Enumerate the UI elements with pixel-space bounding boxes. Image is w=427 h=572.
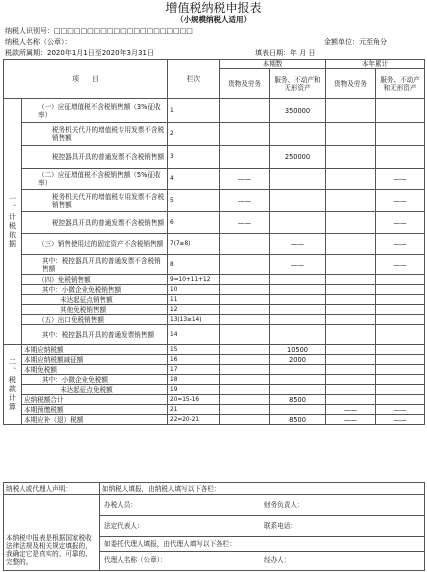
services-ytd-cell[interactable] — [376, 305, 425, 315]
goods-ytd-cell[interactable] — [326, 123, 376, 146]
goods-ytd-cell[interactable] — [326, 395, 376, 405]
row-line-number: 14 — [168, 325, 220, 345]
goods-current-cell[interactable] — [220, 325, 270, 345]
services-ytd-cell[interactable] — [376, 395, 425, 405]
table-row — [4, 99, 425, 123]
row-item-label: 税务机关代开的增值税专用发票不含税销售额 — [22, 190, 168, 212]
goods-current-cell[interactable]: —— — [220, 212, 270, 234]
current-period-header: 本期数 — [220, 60, 326, 69]
table-row — [4, 375, 425, 385]
services-current-cell[interactable]: 8500 — [270, 395, 326, 405]
goods-ytd-cell[interactable] — [326, 385, 376, 395]
declaration-label: 纳税人或代理人声明： — [4, 483, 100, 495]
services-current-cell[interactable] — [270, 275, 326, 285]
table-row — [4, 212, 425, 234]
services-ytd-cell[interactable]: —— — [376, 190, 425, 212]
services-ytd-cell[interactable] — [376, 355, 425, 365]
services-current-cell[interactable] — [270, 212, 326, 234]
row-line-number: 15 — [168, 345, 220, 355]
goods-current-cell[interactable]: —— — [220, 169, 270, 190]
row-item-label: （五）出口免税销售额 — [22, 315, 168, 325]
services-current-cell[interactable]: 250000 — [270, 146, 326, 169]
row-item-label: 其中：税控器具开具的普通发票销售额 — [22, 325, 168, 345]
services-ytd-cell[interactable] — [376, 365, 425, 375]
services-current-cell[interactable]: 10500 — [270, 345, 326, 355]
fill-date: 填表日期：年 月 日 — [255, 49, 316, 57]
goods-current-cell[interactable] — [220, 415, 270, 425]
table-row — [4, 325, 425, 345]
goods-ytd-cell[interactable] — [326, 315, 376, 325]
row-line-number: 3 — [168, 146, 220, 169]
services-ytd-cell[interactable]: —— — [376, 255, 425, 275]
services-current-cell[interactable] — [270, 285, 326, 295]
row-item-label: 税控器具开具的普通发票不含税销售额 — [22, 212, 168, 234]
goods-current-cell[interactable] — [220, 234, 270, 255]
table-row — [4, 146, 425, 169]
table-row — [4, 305, 425, 315]
services-ytd-cell[interactable] — [376, 375, 425, 385]
goods-current-cell[interactable] — [220, 305, 270, 315]
goods-ytd-cell[interactable] — [326, 365, 376, 375]
services-ip-header: 服务、不动产和无形资产 — [270, 69, 326, 99]
row-item-label: 其中：小微企业免税销售额 — [22, 285, 168, 295]
table-row — [4, 190, 425, 212]
row-line-number: 10 — [168, 285, 220, 295]
services-ytd-cell[interactable]: —— — [376, 169, 425, 190]
services-current-cell[interactable]: —— — [270, 255, 326, 275]
services-ytd-cell[interactable] — [376, 285, 425, 295]
services-ytd-cell[interactable] — [376, 275, 425, 285]
goods-current-cell[interactable] — [220, 255, 270, 275]
taxpayer-id-label: 纳税人识别号：□□□□□□□□□□□□□□□□□□□□□ — [5, 27, 193, 35]
services-current-cell[interactable] — [270, 315, 326, 325]
row-line-number: 13(13≥14) — [168, 315, 220, 325]
goods-ytd-cell[interactable] — [326, 345, 376, 355]
row-item-label: （二）应征增值税不含税销售额（5%征收率） — [22, 169, 168, 190]
row-item-label: （一）应征增值税不含税销售额（3%征收率） — [22, 99, 168, 123]
row-line-number: 9=10+11+12 — [168, 275, 220, 285]
goods-current-cell[interactable] — [220, 385, 270, 395]
row-item-label: 未达起征点免税额 — [22, 385, 168, 395]
row-item-label: 本期应纳税额 — [22, 345, 168, 355]
goods-current-cell[interactable] — [220, 123, 270, 146]
row-line-number: 18 — [168, 375, 220, 385]
table-row — [4, 365, 425, 375]
row-line-number: 17 — [168, 365, 220, 375]
row-line-number: 7(7≥8) — [168, 234, 220, 255]
services-ytd-cell[interactable] — [376, 295, 425, 305]
row-item-label: 未达起征点销售额 — [22, 295, 168, 305]
goods-ytd-cell[interactable] — [326, 305, 376, 315]
row-line-number: 5 — [168, 190, 220, 212]
services-ytd-cell[interactable] — [376, 99, 425, 123]
table-row — [4, 405, 425, 415]
goods-ytd-cell[interactable] — [326, 190, 376, 212]
services-current-cell[interactable]: 350000 — [270, 99, 326, 123]
services-ytd-cell[interactable] — [376, 385, 425, 395]
table-row — [4, 275, 425, 285]
row-line-number: 2 — [168, 123, 220, 146]
services-ytd-cell[interactable]: —— — [376, 212, 425, 234]
row-item-label: 本期免税额 — [22, 365, 168, 375]
goods-current-cell[interactable] — [220, 375, 270, 385]
row-line-number: 6 — [168, 212, 220, 234]
finance-head-label: 财务负责人： — [264, 501, 304, 509]
declaration-text: 本纳税申报表是根据国家税收法律法规及相关规定填报的，我确定它是真实的、可靠的、完整的。 — [4, 495, 100, 571]
row-line-number: 11 — [168, 295, 220, 305]
goods-ytd-cell[interactable] — [326, 255, 376, 275]
tax-period: 税款所属期：2020年1月1日至2020年3月31日 — [5, 49, 154, 57]
row-item-label: 税控器具开具的普通发票不含税销售额 — [22, 146, 168, 169]
table-row — [4, 315, 425, 325]
row-line-number: 20=15-16 — [168, 395, 220, 405]
goods-current-cell[interactable] — [220, 275, 270, 285]
goods-services-header-ytd: 货物及劳务 — [326, 69, 376, 99]
table-row — [4, 285, 425, 295]
row-line-number: 21 — [168, 405, 220, 415]
goods-ytd-cell[interactable] — [326, 295, 376, 305]
tax-return-table — [3, 59, 425, 425]
goods-ytd-cell[interactable] — [326, 169, 376, 190]
services-ytd-cell[interactable]: —— — [376, 415, 425, 425]
goods-current-cell[interactable] — [220, 395, 270, 405]
row-line-number: 16 — [168, 355, 220, 365]
goods-current-cell[interactable] — [220, 295, 270, 305]
table-row — [4, 345, 425, 355]
goods-current-cell[interactable]: —— — [220, 190, 270, 212]
services-ytd-cell[interactable] — [376, 315, 425, 325]
services-current-cell[interactable] — [270, 405, 326, 415]
goods-current-cell[interactable] — [220, 99, 270, 123]
table-body — [4, 99, 425, 425]
row-line-number: 19 — [168, 385, 220, 395]
services-current-cell[interactable] — [270, 365, 326, 375]
taxpayer-name-label: 纳税人名称（公章）： — [5, 38, 72, 46]
form-subtitle: （小规模纳税人适用） — [176, 15, 251, 24]
table-row — [4, 295, 425, 305]
table-row — [4, 255, 425, 275]
phone-label: 联系电话： — [264, 522, 297, 530]
services-current-cell[interactable] — [270, 305, 326, 315]
agent-handler-label: 经办人： — [264, 556, 291, 564]
table-row — [4, 169, 425, 190]
amount-unit: 金额单位：元至角分 — [324, 38, 387, 46]
row-item-label: 税务机关代开的增值税专用发票不含税销售额 — [22, 123, 168, 146]
row-item-label: 其中：小微企业免税额 — [22, 375, 168, 385]
goods-ytd-cell[interactable] — [326, 285, 376, 295]
row-item-label: （三）销售使用过的固定资产不含税销售额 — [22, 234, 168, 255]
goods-ytd-cell[interactable] — [326, 146, 376, 169]
services-current-cell[interactable] — [270, 325, 326, 345]
services-current-cell[interactable]: 2000 — [270, 355, 326, 365]
signature-area — [100, 495, 425, 571]
form-title: 增值税纳税申报表 — [165, 1, 262, 15]
goods-current-cell[interactable] — [220, 405, 270, 415]
table-row — [4, 395, 425, 405]
goods-current-cell[interactable] — [220, 315, 270, 325]
goods-ytd-cell[interactable]: —— — [326, 405, 376, 415]
goods-ytd-cell[interactable]: —— — [326, 415, 376, 425]
services-ytd-cell[interactable] — [376, 325, 425, 345]
agent-fill-note: 如委托代理人填报，由代理人填写以下各栏： — [100, 537, 424, 552]
item-header: 项 目 — [4, 60, 168, 99]
row-item-label: （四）免税销售额 — [22, 275, 168, 285]
services-current-cell[interactable]: 8500 — [270, 415, 326, 425]
services-current-cell[interactable] — [270, 385, 326, 395]
declaration-table — [3, 482, 425, 571]
services-current-cell[interactable]: —— — [270, 234, 326, 255]
table-row — [4, 123, 425, 146]
goods-ytd-cell[interactable] — [326, 275, 376, 285]
row-line-number: 12 — [168, 305, 220, 315]
legal-rep-label: 法定代表人： — [104, 522, 144, 530]
row-line-number: 8 — [168, 255, 220, 275]
agent-name-label: 代理人名称（公章）： — [104, 556, 167, 564]
goods-ytd-cell[interactable] — [326, 212, 376, 234]
goods-ytd-cell[interactable] — [326, 375, 376, 385]
goods-current-cell[interactable] — [220, 146, 270, 169]
services-current-cell[interactable] — [270, 375, 326, 385]
row-item-label: 其他免税销售额 — [22, 305, 168, 315]
row-item-label: 本期预缴税额 — [22, 405, 168, 415]
section-tax-calc: 二、税款计算 — [4, 345, 22, 425]
services-current-cell[interactable] — [270, 190, 326, 212]
table-row — [4, 234, 425, 255]
ytd-header: 本年累计 — [326, 60, 425, 69]
goods-ytd-cell[interactable] — [326, 234, 376, 255]
services-ip-header-ytd: 服务、不动产和无形资产 — [376, 69, 425, 99]
row-line-number: 4 — [168, 169, 220, 190]
services-ytd-cell[interactable]: —— — [376, 234, 425, 255]
services-ytd-cell[interactable]: —— — [376, 405, 425, 415]
services-ytd-cell[interactable] — [376, 146, 425, 169]
section-tax-basis: 一、计税依据 — [4, 99, 22, 345]
goods-services-header: 货物及劳务 — [220, 69, 270, 99]
row-item-label: 应纳税额合计 — [22, 395, 168, 405]
services-current-cell[interactable] — [270, 169, 326, 190]
services-current-cell[interactable] — [270, 295, 326, 305]
row-item-label: 本期应纳税额减征额 — [22, 355, 168, 365]
row-item-label: 其中：税控器具开具的普通发票不含税销售额 — [22, 255, 168, 275]
table-row — [4, 355, 425, 365]
services-current-cell[interactable] — [270, 123, 326, 146]
services-ytd-cell[interactable] — [376, 345, 425, 355]
services-ytd-cell[interactable] — [376, 123, 425, 146]
row-line-number: 1 — [168, 99, 220, 123]
goods-current-cell[interactable] — [220, 365, 270, 375]
goods-ytd-cell[interactable] — [326, 325, 376, 345]
table-row — [4, 385, 425, 395]
handler-label: 办税人员： — [104, 501, 137, 509]
goods-ytd-cell[interactable] — [326, 99, 376, 123]
table-row — [4, 415, 425, 425]
row-item-label: 本期应补（退）税额 — [22, 415, 168, 425]
self-fill-note: 如纳税人填报，由纳税人填写以下各栏： — [100, 483, 425, 495]
line-header: 栏次 — [168, 60, 220, 99]
goods-current-cell[interactable] — [220, 285, 270, 295]
row-line-number: 22=20-21 — [168, 415, 220, 425]
goods-current-cell[interactable] — [220, 355, 270, 365]
goods-ytd-cell[interactable] — [326, 355, 376, 365]
goods-current-cell[interactable] — [220, 345, 270, 355]
